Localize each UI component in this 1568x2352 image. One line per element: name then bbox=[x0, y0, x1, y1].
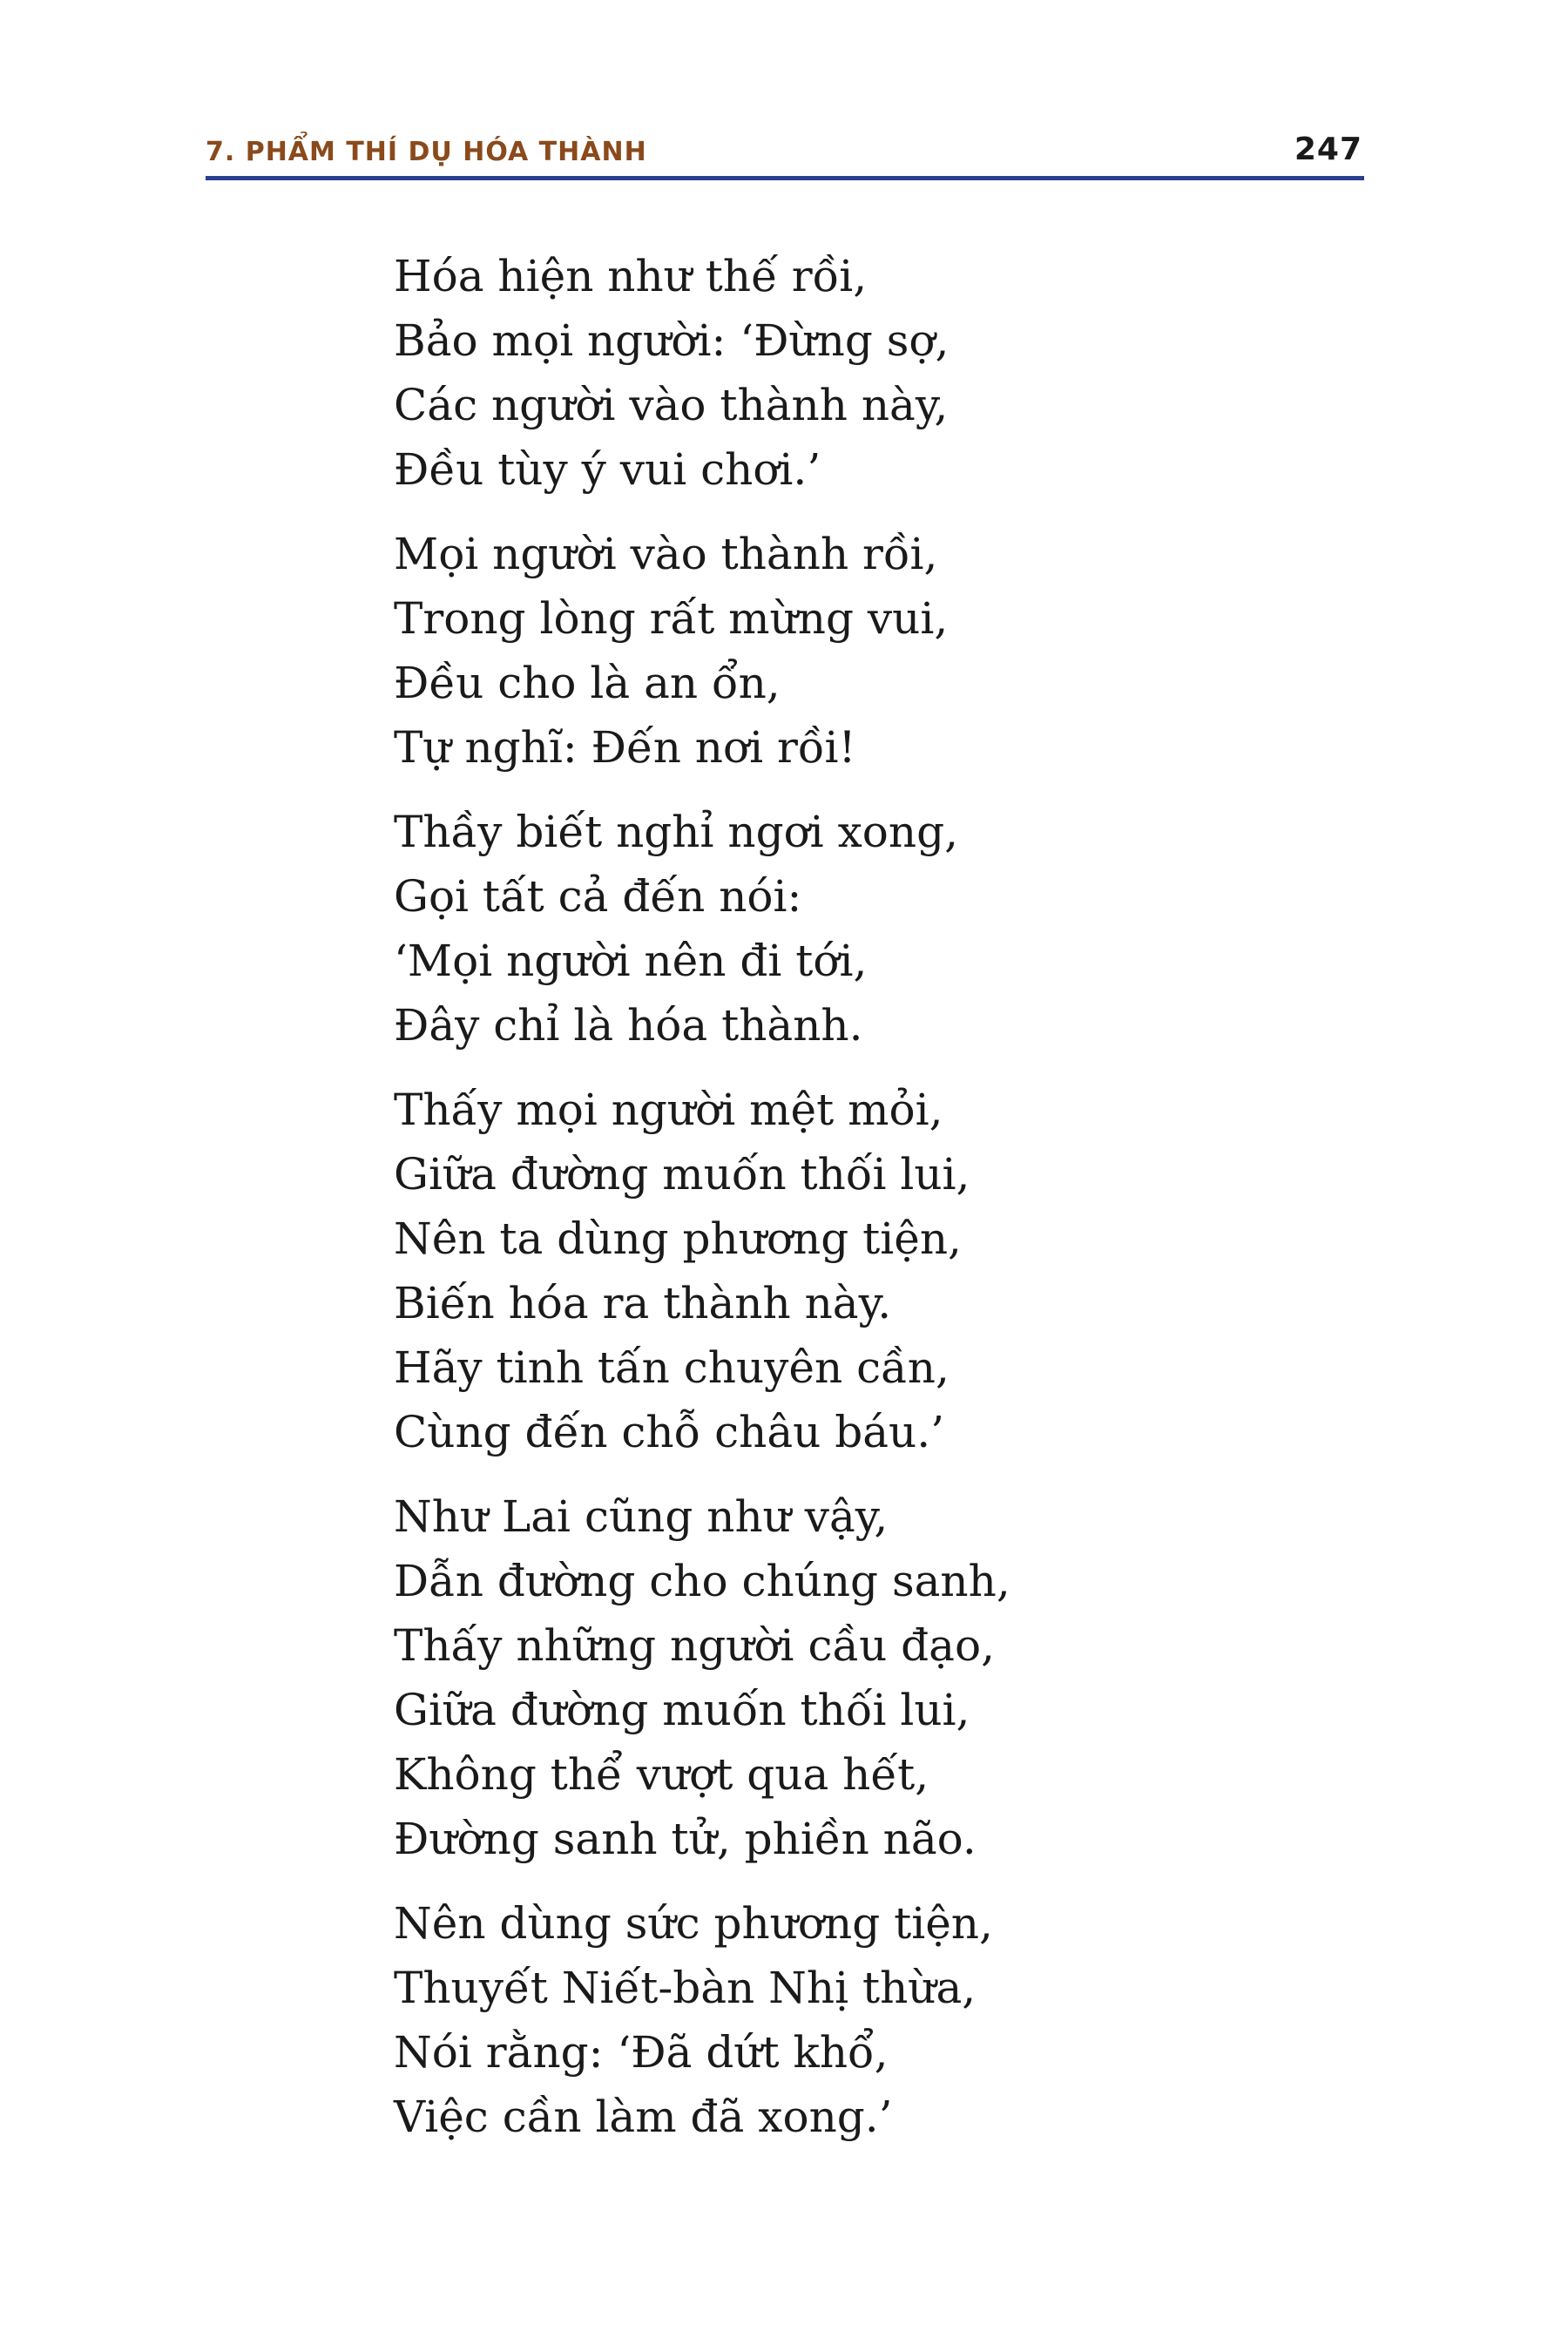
chapter-title: 7. PHẨM THÍ DỤ HÓA THÀNH bbox=[206, 137, 647, 167]
verse-line: Trong lòng rất mừng vui, bbox=[394, 593, 949, 644]
stanza-6 bbox=[394, 1891, 1265, 2149]
verse-line: Thầy biết nghỉ ngơi xong, bbox=[394, 807, 958, 857]
page-number: 247 bbox=[1294, 132, 1362, 167]
verse-line: Đây chỉ là hóa thành. bbox=[394, 1000, 863, 1051]
stanza-5 bbox=[394, 1484, 1265, 1871]
verse-line: Cùng đến chỗ châu báu.’ bbox=[394, 1407, 945, 1457]
verse-line: Giữa đường muốn thối lui, bbox=[394, 1149, 970, 1200]
verse-line: Đều tùy ý vui chơi.’ bbox=[394, 444, 821, 495]
stanza-3 bbox=[394, 800, 1265, 1058]
verse-line: Đường sanh tử, phiền não. bbox=[394, 1814, 977, 1864]
verse-line: Việc cần làm đã xong.’ bbox=[394, 2092, 893, 2142]
running-header bbox=[206, 127, 1364, 179]
verse-line: Không thể vượt qua hết, bbox=[394, 1749, 929, 1800]
stanza-2 bbox=[394, 522, 1265, 780]
verse-line: Dẫn đường cho chúng sanh, bbox=[394, 1556, 1010, 1606]
verse-line: Gọi tất cả đến nói: bbox=[394, 871, 802, 922]
verse-line: Nên ta dùng phương tiện, bbox=[394, 1213, 962, 1264]
verse-line: Biến hóa ra thành này. bbox=[394, 1278, 892, 1328]
verse-line: Thuyết Niết-bàn Nhị thừa, bbox=[394, 1963, 977, 2013]
verse-line: Như Lai cũng như vậy, bbox=[394, 1491, 889, 1542]
verse-line: Mọi người vào thành rồi, bbox=[394, 529, 938, 579]
verse-line: Hóa hiện như thế rồi, bbox=[394, 251, 868, 301]
stanza-4 bbox=[394, 1078, 1265, 1464]
verse-line: Đều cho là an ổn, bbox=[394, 658, 781, 708]
verse-line: Nói rằng: ‘Đã dứt khổ, bbox=[394, 2027, 889, 2078]
verse-line: Hãy tinh tấn chuyên cần, bbox=[394, 1342, 950, 1393]
verse-line: Các người vào thành này, bbox=[394, 380, 949, 430]
verse-line: Thấy những người cầu đạo, bbox=[394, 1620, 995, 1671]
verse-line: ‘Mọi người nên đi tới, bbox=[394, 936, 868, 986]
verse-line: Thấy mọi người mệt mỏi, bbox=[394, 1085, 943, 1135]
header-rule bbox=[206, 176, 1364, 180]
stanza-1 bbox=[394, 244, 1265, 502]
verse-line: Nên dùng sức phương tiện, bbox=[394, 1898, 993, 1949]
verse-line: Bảo mọi người: ‘Đừng sợ, bbox=[394, 315, 950, 366]
verse-line: Giữa đường muốn thối lui, bbox=[394, 1685, 970, 1735]
verse-line: Tự nghĩ: Đến nơi rồi! bbox=[394, 722, 856, 773]
poem bbox=[394, 244, 1265, 2169]
